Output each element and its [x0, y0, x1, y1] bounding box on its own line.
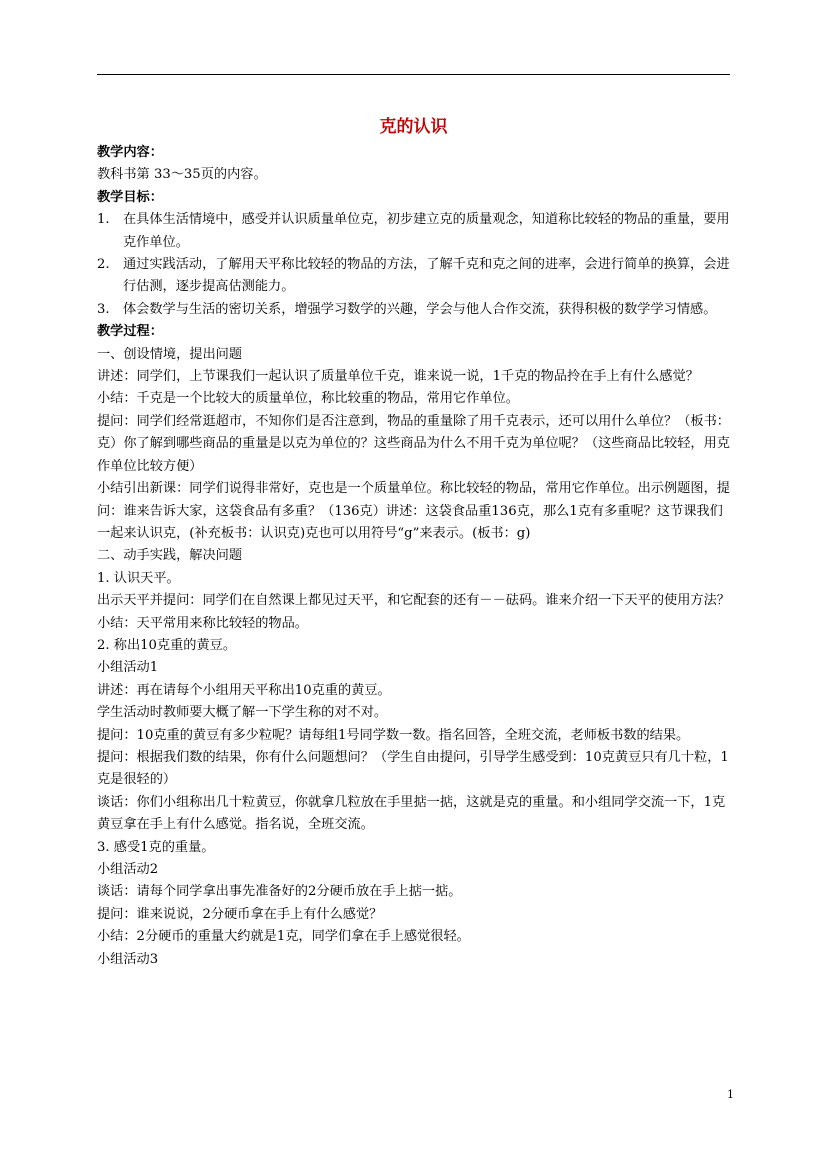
content-text: 教科书第 33～35页的内容。 — [97, 167, 267, 183]
paragraph: 小结引出新课：同学们说得非常好，克也是一个质量单位。称比较轻的物品，常用它作单位。出示例题图，提问：谁来告诉大家，这袋食品有多重？（136克）讲述：这袋食品重136克，那么1克有多重呢？这节课我们一起来认识克，(补充板书：认识克)克也可以用符号“g”来表示。(板书：g) — [97, 481, 730, 541]
paragraph: 讲述：同学们，上节课我们一起认识了质量单位千克，谁来说一说，1千克的物品拎在手上有什么感觉？ — [97, 369, 699, 385]
goal-text: 通过实践活动，了解用天平称比较轻的物品的方法，了解千克和克之间的进率，会进行简单的换算，会进行估测，逐步提高估测能力。 — [123, 257, 730, 295]
paragraph: 小结：千克是一个比较大的质量单位，称比较重的物品，常用它作单位。 — [97, 391, 519, 407]
paragraph: 提问：谁来说说，2分硬币拿在手上有什么感觉？ — [97, 906, 383, 922]
paragraph: 讲述：再在请每个小组用天平称出10克重的黄豆。 — [97, 682, 391, 698]
content-heading: 教学内容： — [97, 145, 163, 160]
paragraph: 谈话：请每个同学拿出事先准备好的2分硬币放在手上掂一掂。 — [97, 884, 462, 900]
paragraph: 提问：同学们经常逛超市，不知你们是否注意到，物品的重量除了用千克表示，还可以用什么单位？（板书：克）你了解到哪些商品的重量是以克为单位的？这些商品为什么不用千克为单位呢？（这些商品比较轻，用克作单位比较方便） — [97, 413, 730, 474]
header-rule — [97, 74, 730, 75]
paragraph: 谈话：你们小组称出几十粒黄豆，你就拿几粒放在手里掂一掂，这就是克的重量。和小组同学交流一下，1克黄豆拿在手上有什么感觉。指名说，全班交流。 — [97, 794, 726, 833]
paragraph: 学生活动时教师要大概了解一下学生称的对不对。 — [97, 705, 388, 721]
goal-item — [97, 209, 733, 254]
activity-label: 小组活动1 — [97, 660, 159, 676]
paragraph: 小结：2分硬币的重量大约就是1克，同学们拿在手上感觉很轻。 — [97, 929, 470, 945]
goal-text: 在具体生活情境中，感受并认识质量单位克，初步建立克的质量观念，知道称比较轻的物品的重量，要用克作单位。 — [123, 212, 730, 250]
activity-label: 小组活动3 — [97, 951, 159, 967]
paragraph: 小结：天平常用来称比较轻的物品。 — [97, 615, 308, 631]
paragraph: 出示天平并提问：同学们在自然课上都见过天平，和它配套的还有－－砝码。谁来介绍一下天平的使用方法？ — [97, 593, 730, 609]
goal-item — [97, 299, 733, 321]
goal-text: 体会数学与生活的密切关系，增强学习数学的兴趣，学会与他人合作交流，获得积极的数学学习情感。 — [123, 301, 717, 317]
goal-number: 1. — [97, 212, 110, 228]
paragraph: 提问：10克重的黄豆有多少粒呢？请每组1号同学数一数。指名回答，全班交流，老师板书数的结果。 — [97, 727, 690, 743]
activity-label: 小组活动2 — [97, 862, 159, 877]
goals-heading: 教学目标： — [97, 189, 163, 205]
section-heading: 一、创设情境，提出问题 — [97, 346, 243, 362]
process-heading: 教学过程： — [97, 324, 163, 340]
paragraph: 提问：根据我们数的结果，你有什么问题想问？（学生自由提问，引导学生感受到：10克黄豆只有几十粒，1克是很轻的） — [97, 749, 729, 788]
section-heading: 二、动手实践，解决问题 — [97, 548, 243, 564]
goal-item — [97, 254, 733, 299]
page-number: 1 — [727, 1088, 734, 1101]
step-heading: 3. 感受1克的重量。 — [97, 839, 215, 855]
document-title: 克的认识 — [379, 117, 448, 137]
goal-number: 2. — [97, 257, 110, 273]
document-body — [97, 142, 733, 971]
step-heading: 1. 认识天平。 — [97, 570, 180, 586]
step-heading: 2. 称出10克重的黄豆。 — [97, 637, 237, 653]
goal-number: 3. — [97, 301, 110, 317]
